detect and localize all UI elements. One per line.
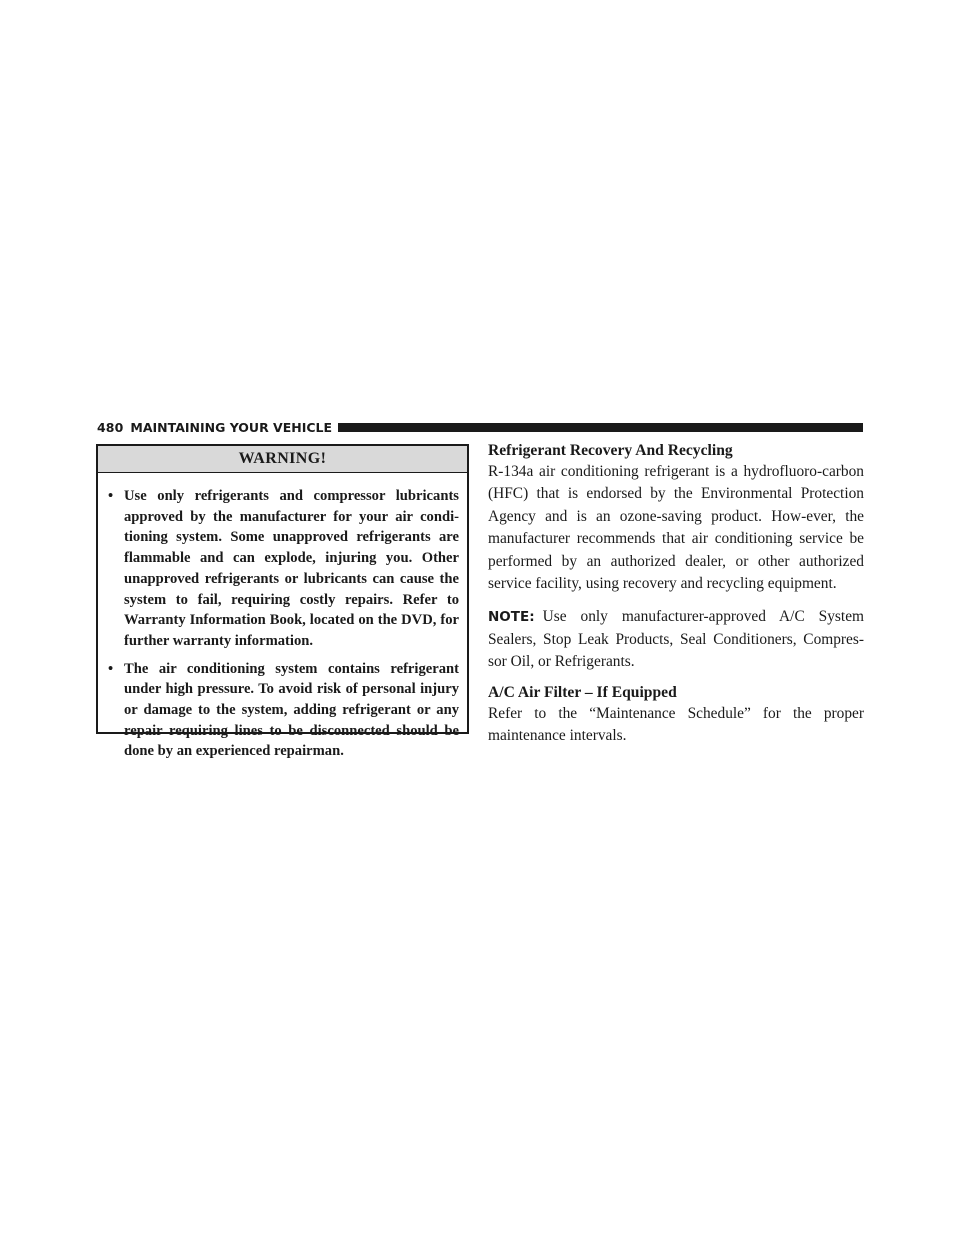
recovery-heading: Refrigerant Recovery And Recycling — [488, 442, 733, 459]
right-column — [488, 441, 864, 747]
bullet-icon: • — [108, 660, 114, 677]
note-label: NOTE: — [488, 609, 535, 626]
warning-title: WARNING! — [98, 446, 467, 473]
filter-heading: A/C Air Filter – If Equipped — [488, 683, 677, 701]
recovery-body: R-134a air conditioning refrigerant is a hydrofluoro-carbon (HFC) that is endorsed by the Environmental Protection Agency and is an ozone-saving product. How-ever, the manufacturer recommends that air conditioning service be performed by an authorized dealer, or other authorized service facility, using recovery and recycling equipment. — [488, 463, 864, 593]
warning-item-text: Use only refrigerants and compressor lubricants approved by the manufacturer for your air condi-tioning system. Some unapproved refrigerants are flammable and can explode, injuring you. Other unapproved refrigerants or lubricants can cause the system to fail, requiring costly repairs. Refer to Warranty Information Book, located on the DVD, for further warranty information. — [124, 488, 459, 649]
section-title: MAINTAINING YOUR VEHICLE — [130, 419, 333, 435]
warning-list — [98, 473, 467, 762]
header-rule — [338, 423, 863, 432]
warning-item-text: The air conditioning system contains refrigerant under high pressure. To avoid risk of personal injury or damage to the system, adding refrigerant or any repair requiring lines to be disconnected should be done by an experienced repairman. — [124, 660, 459, 760]
page-header — [97, 419, 863, 435]
note-body: Use only manufacturer-approved A/C System Sealers, Stop Leak Products, Seal Conditioners, Compres-sor Oil, or Refrigerants. — [488, 608, 864, 671]
page-number: 480 — [97, 419, 124, 435]
warning-item — [108, 486, 459, 652]
warning-box — [96, 444, 469, 760]
warning-item — [108, 659, 459, 763]
note-paragraph — [488, 606, 864, 673]
filter-body: Refer to the “Maintenance Schedule” for the proper maintenance intervals. — [488, 704, 864, 745]
bullet-icon: • — [108, 488, 114, 504]
